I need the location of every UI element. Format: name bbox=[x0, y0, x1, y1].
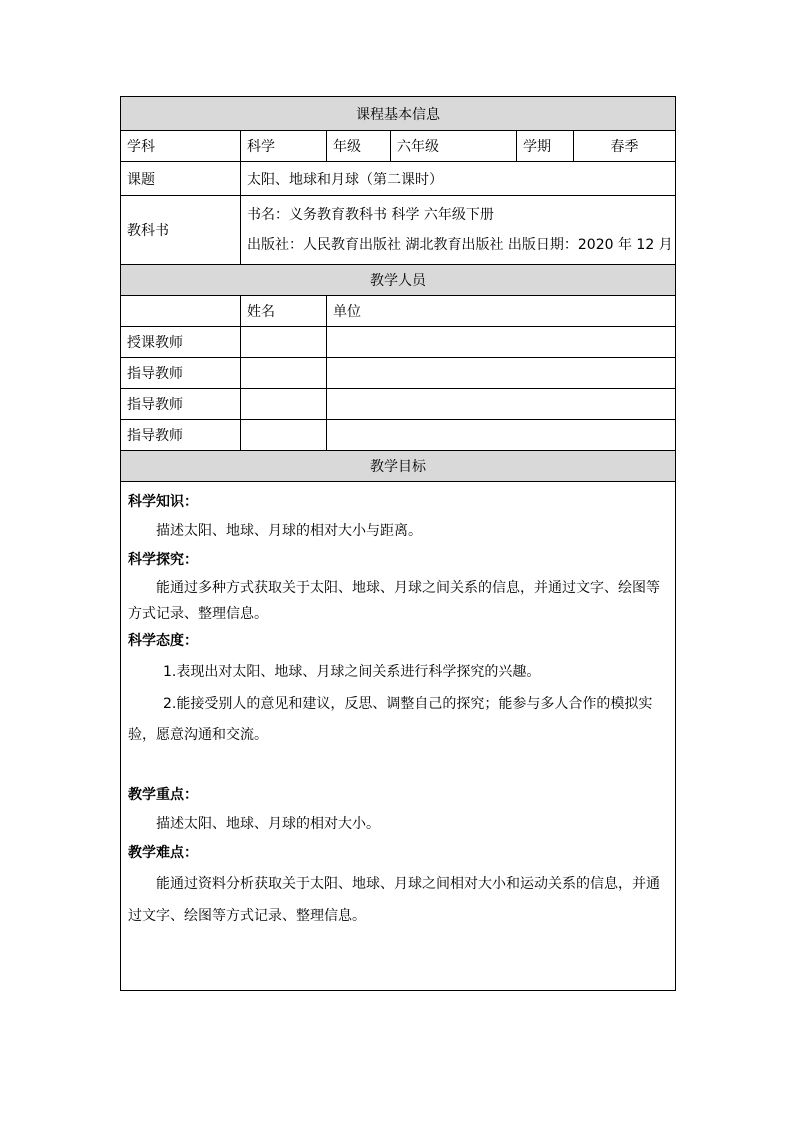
staff-unit[interactable] bbox=[327, 358, 676, 389]
staff-role-column bbox=[121, 296, 241, 327]
textbook-title: 书名：义务教育教科书 科学 六年级下册 bbox=[247, 207, 494, 223]
staff-row bbox=[121, 420, 676, 451]
staff-name-column: 姓名 bbox=[241, 296, 327, 327]
staff-row bbox=[121, 389, 676, 420]
difficulty-heading: 教学难点： bbox=[128, 845, 198, 861]
staff-name[interactable] bbox=[241, 389, 327, 420]
subject-row bbox=[121, 131, 676, 162]
textbook-row bbox=[121, 196, 676, 265]
staff-name[interactable] bbox=[241, 327, 327, 358]
staff-row bbox=[121, 358, 676, 389]
attitude-heading: 科学态度： bbox=[128, 633, 198, 649]
goals-header-row bbox=[121, 451, 676, 482]
lesson-info-table bbox=[120, 96, 676, 991]
staff-role: 指导教师 bbox=[121, 358, 241, 389]
lesson-info-form bbox=[120, 96, 675, 991]
basic-info-header-row bbox=[121, 97, 676, 131]
goals-header: 教学目标 bbox=[121, 451, 676, 482]
goals-content bbox=[121, 482, 676, 991]
inquiry-heading: 科学探究： bbox=[128, 552, 198, 568]
staff-unit[interactable] bbox=[327, 389, 676, 420]
staff-unit[interactable] bbox=[327, 420, 676, 451]
topic-label: 课题 bbox=[121, 162, 241, 196]
basic-info-header: 课程基本信息 bbox=[121, 97, 676, 131]
focus-heading: 教学重点： bbox=[128, 787, 198, 803]
staff-unit[interactable] bbox=[327, 327, 676, 358]
focus-text: 描述太阳、地球、月球的相对大小。 bbox=[156, 816, 380, 832]
textbook-publisher: 出版社：人民教育出版社 湖北教育出版社 出版日期：2020 年 12 月 bbox=[247, 237, 673, 253]
knowledge-heading: 科学知识： bbox=[128, 494, 198, 510]
staff-role: 指导教师 bbox=[121, 420, 241, 451]
staff-header: 教学人员 bbox=[121, 265, 676, 296]
staff-name[interactable] bbox=[241, 420, 327, 451]
topic-value: 太阳、地球和月球（第二课时） bbox=[241, 162, 676, 196]
grade-value: 六年级 bbox=[391, 131, 517, 162]
attitude-item-2: 2.能接受别人的意见和建议，反思、调整自己的探究；能参与多人合作的模拟实验，愿意沟通和交流。 bbox=[128, 696, 653, 743]
topic-row bbox=[121, 162, 676, 196]
difficulty-text: 能通过资料分析获取关于太阳、地球、月球之间相对大小和运动关系的信息，并通过文字、绘图等方式记录、整理信息。 bbox=[128, 876, 660, 924]
staff-role: 指导教师 bbox=[121, 389, 241, 420]
attitude-item-1: 1.表现出对太阳、地球、月球之间关系进行科学探究的兴趣。 bbox=[163, 664, 541, 680]
staff-row bbox=[121, 327, 676, 358]
knowledge-text: 描述太阳、地球、月球的相对大小与距离。 bbox=[156, 523, 422, 539]
grade-label: 年级 bbox=[327, 131, 391, 162]
term-value: 春季 bbox=[574, 131, 676, 162]
inquiry-text: 能通过多种方式获取关于太阳、地球、月球之间关系的信息，并通过文字、绘图等方式记录、整理信息。 bbox=[128, 580, 660, 622]
staff-columns-row bbox=[121, 296, 676, 327]
staff-header-row bbox=[121, 265, 676, 296]
textbook-value bbox=[241, 196, 676, 265]
staff-unit-column: 单位 bbox=[327, 296, 676, 327]
subject-label: 学科 bbox=[121, 131, 241, 162]
goals-row bbox=[121, 482, 676, 991]
term-label: 学期 bbox=[517, 131, 574, 162]
textbook-label: 教科书 bbox=[121, 196, 241, 265]
subject-value: 科学 bbox=[241, 131, 327, 162]
spacer bbox=[128, 751, 668, 781]
staff-role: 授课教师 bbox=[121, 327, 241, 358]
staff-name[interactable] bbox=[241, 358, 327, 389]
